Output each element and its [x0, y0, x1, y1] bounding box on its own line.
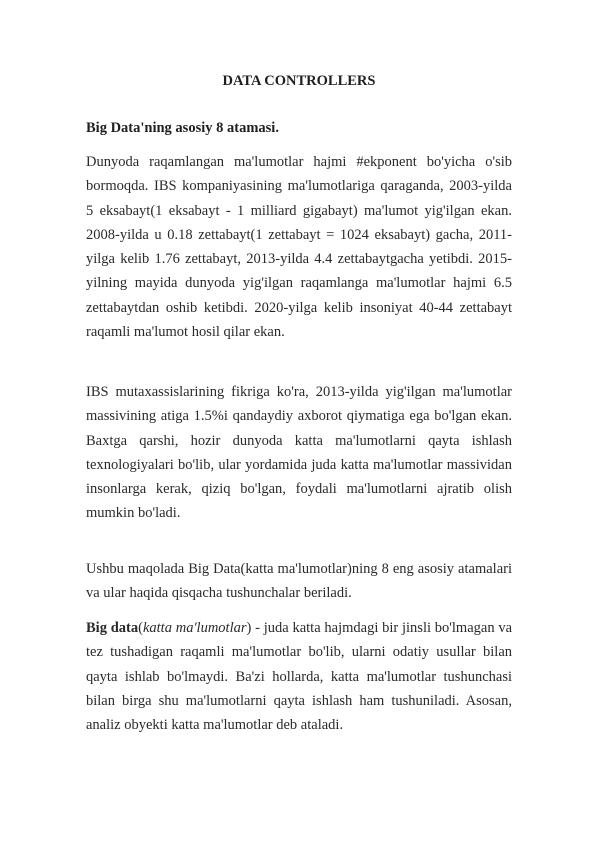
paragraph-article-intro: Ushbu maqolada Big Data(katta ma'lumotlar)ning 8 eng asosiy atamalari va ular haqida qisqacha tushunchalar beriladi. — [86, 561, 512, 602]
paragraph-ibs-experts: IBS mutaxassislarining fikriga ko'ra, 2013-yilda yig'ilgan ma'lumotlar massivining atiga 1.5%i qandaydiy axborot qiymatiga ega bo'lgan ekan. Baxtga qarshi, hozir dunyoda katta ma'lumotlarni qayta ishlash texnologiyalari bo'lib, ular yordamida juda katta ma'lumotlar massividan insonlarga kerak, qiziq bo'lgan, foydali ma'lumotlarni ajratib olish mumkin bo'ladi. — [86, 384, 512, 522]
term-big-data: Big data — [86, 620, 139, 636]
term-translation: katta ma'lumotlar — [142, 620, 247, 636]
section-heading: Big Data'ning asosiy 8 atamasi. — [86, 120, 279, 136]
term-definition: - juda katta hajmdagi bir jinsli bo'lmagan va tez tushadigan raqamli ma'lumotlar bo'lib, ularni odatiy usullar bilan qayta ishlab bo'lmaydi. Ba'zi hollarda, katta ma'lumotlar tushunchasi bilan birga shu ma'lumotlarni qayta ishlash ham tushuniladi. Asosan, analiz obyekti katta ma'lumotlar deb ataladi. — [86, 620, 513, 734]
paragraph-big-data-definition — [86, 616, 512, 737]
open-paren: ( — [138, 620, 143, 636]
document-title: DATA CONTROLLERS — [222, 73, 376, 89]
close-paren: ) — [246, 620, 252, 636]
paragraph-data-growth: Dunyoda raqamlangan ma'lumotlar hajmi #ekponent bo'yicha o'sib bormoqda. IBS kompaniyasining ma'lumotlariga qaraganda, 2003-yilda 5 eksabayt(1 eksabayt - 1 milliard gigabayt) ma'lumot yig'ilgan ekan. 2008-yilda u 0.18 zettabayt(1 zettabayt = 1024 eksabayt) gacha, 2011-yilga kelib 1.76 zettabayt, 2013-yilda 4.4 zettabaytgacha yetibdi. 2015-yilning mayida dunyoda yig'ilgan raqamlanga ma'lumotlar hajmi 6.5 zettabaytdan oshib ketibdi. 2020-yilga kelib insoniyat 40-44 zettabayt raqamli ma'lumot hosil qilar ekan. — [86, 154, 512, 341]
